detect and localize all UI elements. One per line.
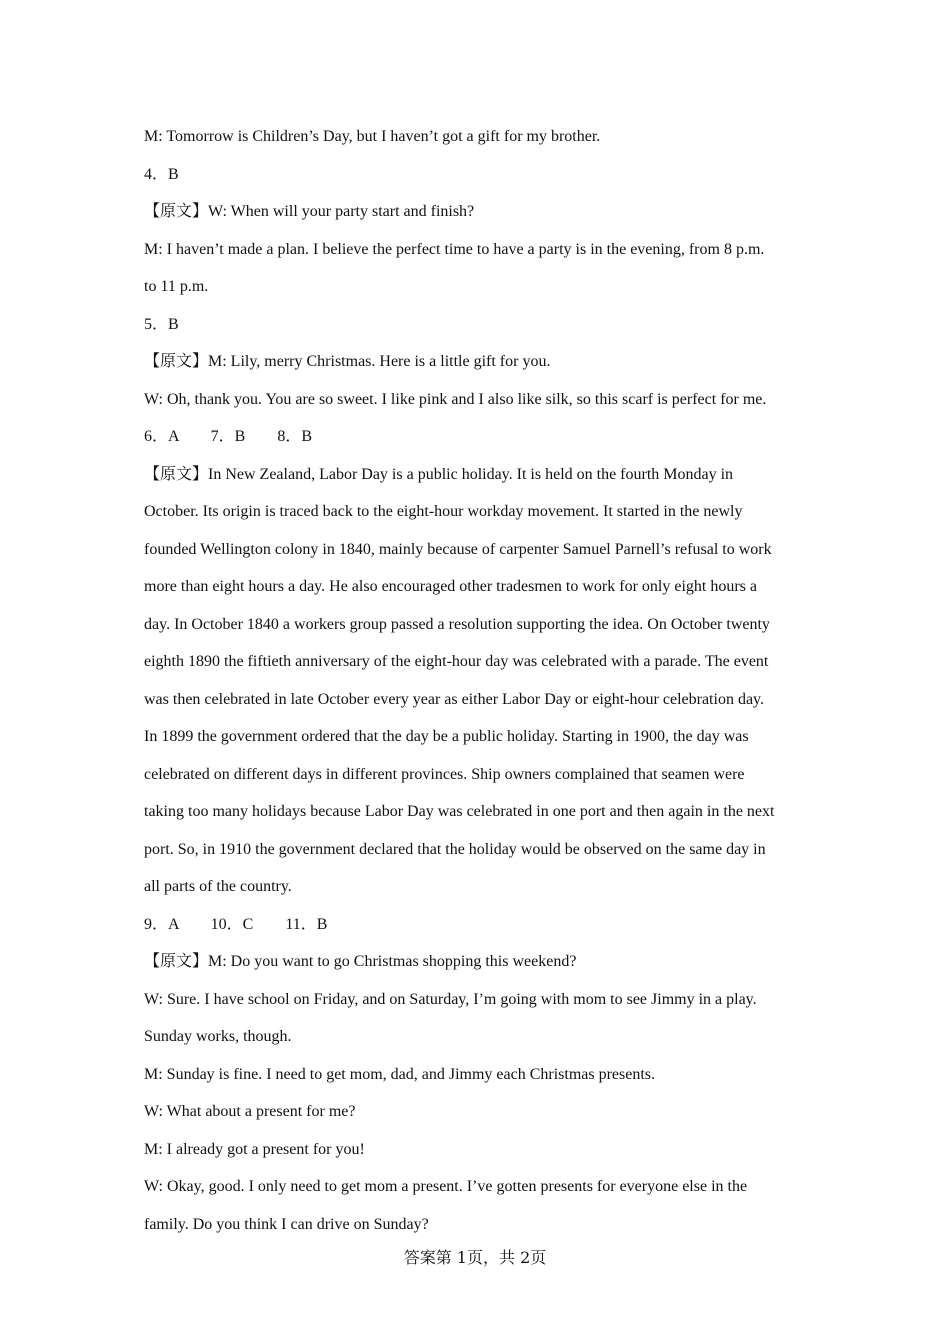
transcript-line: 【原文】W: When will your party start and finish?: [144, 203, 475, 220]
answer-line: 5．B: [144, 315, 179, 333]
transcript-line: founded Wellington colony in 1840, mainly because of carpenter Samuel Parnell’s refusal to work: [144, 540, 772, 558]
transcript-line: W: Okay, good. I only need to get mom a present. I’ve gotten presents for everyone else in the: [144, 1178, 748, 1195]
transcript-line: W: Sure. I have school on Friday, and on Saturday, I’m going with mom to see Jimmy in a play.: [144, 990, 757, 1008]
transcript-line: taking too many holidays because Labor Day was celebrated in one port and then again in the next: [144, 803, 775, 820]
transcript-line: 【原文】In New Zealand, Labor Day is a public holiday. It is held on the fourth Monday in: [144, 465, 734, 483]
transcript-line: day. In October 1840 a workers group passed a resolution supporting the idea. On October twenty: [144, 615, 770, 633]
transcript-line: 【原文】M: Lily, merry Christmas. Here is a little gift for you.: [144, 353, 551, 370]
transcript-line: M: I haven’t made a plan. I believe the perfect time to have a party is in the evening, from 8 p.m.: [144, 240, 765, 258]
answer-key-body: [144, 118, 824, 1243]
transcript-line: family. Do you think I can drive on Sunday?: [144, 1215, 429, 1233]
transcript-line: W: Oh, thank you. You are so sweet. I like pink and I also like silk, so this scarf is perfect for me.: [144, 390, 767, 408]
transcript-line: M: I already got a present for you!: [144, 1140, 365, 1158]
answer-line: 6．A 7．B 8．B: [144, 428, 313, 445]
transcript-line: all parts of the country.: [144, 878, 292, 895]
transcript-line: W: What about a present for me?: [144, 1103, 356, 1120]
answer-line: 9．A 10．C 11．B: [144, 915, 328, 933]
transcript-line: more than eight hours a day. He also encouraged other tradesmen to work for only eight hours a: [144, 578, 757, 595]
transcript-line: eighth 1890 the fiftieth anniversary of the eight-hour day was celebrated with a parade. The event: [144, 653, 769, 670]
transcript-line: October. Its origin is traced back to the eight-hour workday movement. It started in the newly: [144, 503, 743, 520]
page-footer: 答案第 1页，共 2页: [403, 1248, 547, 1267]
transcript-line: port. So, in 1910 the government declared that the holiday would be observed on the same day in: [144, 840, 766, 858]
transcript-line: to 11 p.m.: [144, 278, 209, 295]
transcript-line: M: Sunday is fine. I need to get mom, dad, and Jimmy each Christmas presents.: [144, 1065, 656, 1083]
transcript-line: 【原文】M: Do you want to go Christmas shopping this weekend?: [144, 953, 577, 970]
transcript-line: In 1899 the government ordered that the day be a public holiday. Starting in 1900, the day was: [144, 728, 749, 745]
transcript-line: Sunday works, though.: [144, 1028, 292, 1045]
text-line: M: Tomorrow is Children’s Day, but I haven’t got a gift for my brother.: [144, 128, 601, 145]
answer-line: 4．B: [144, 165, 179, 183]
transcript-line: was then celebrated in late October every year as either Labor Day or eight-hour celebration day.: [144, 690, 765, 708]
transcript-line: celebrated on different days in different provinces. Ship owners complained that seamen were: [144, 765, 745, 783]
